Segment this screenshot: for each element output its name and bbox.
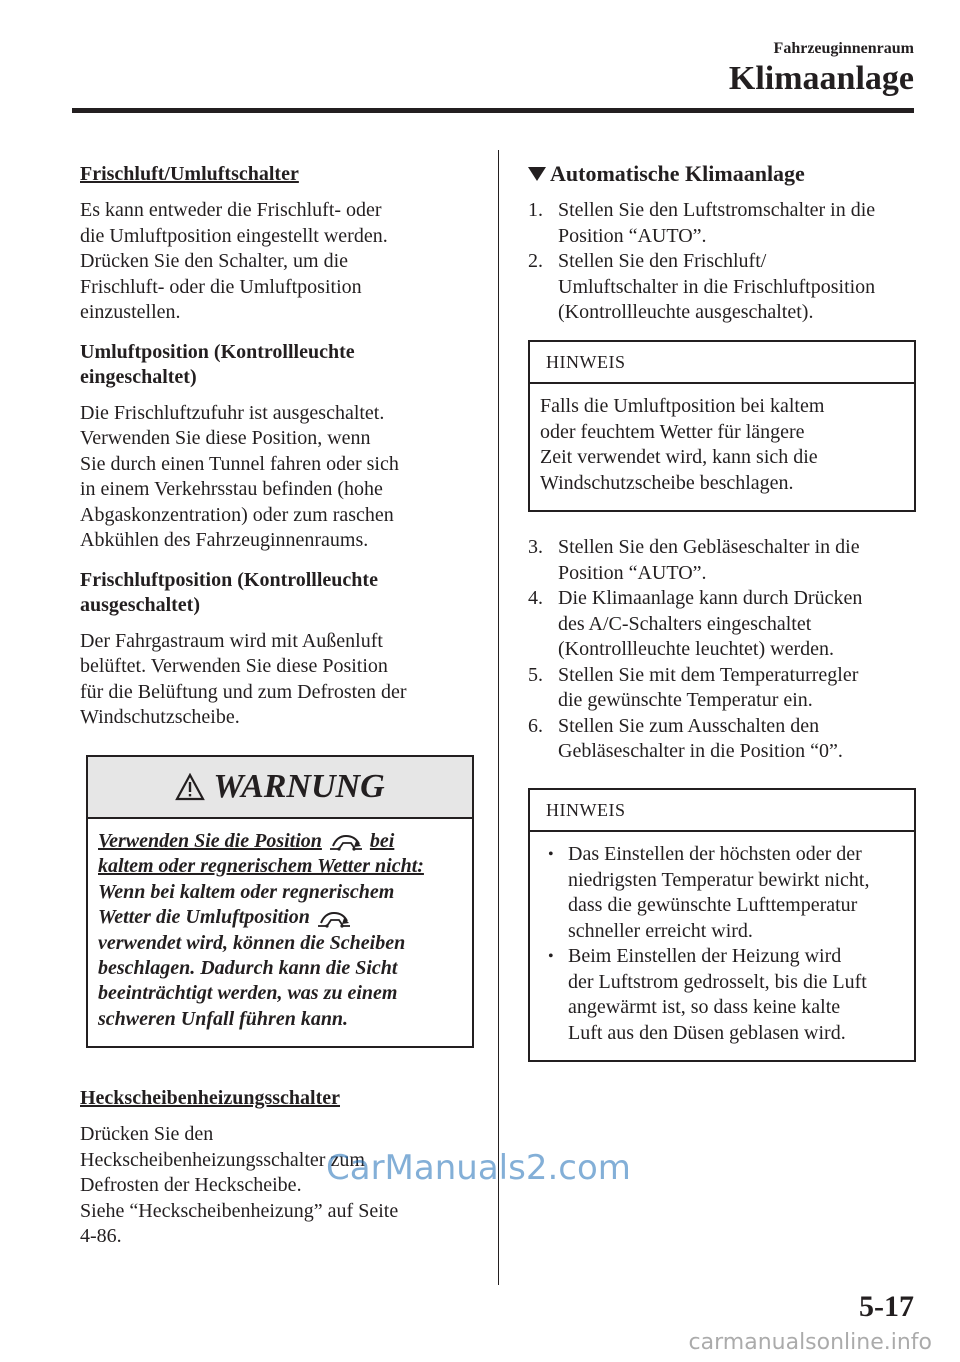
note-text: Falls die Umluftposition bei kaltem oder feuchtem Wetter für längere Zeit verwendet wird, kann sich die Windschutzscheibe beschlagen. [540,395,825,494]
list-item: 2. Stellen Sie den Frischluft/ Umluftschalter in die Frischluftposition (Kontrollleuchte ausgeschaltet). [528,250,876,323]
heading-frischluft-umluftschalter: Frischluft/Umluftschalter [80,163,299,185]
heading-heckscheibenheizungsschalter: Heckscheibenheizungsschalter [80,1087,340,1109]
list-item: • Beim Einstellen der Heizung wird der Luftstrom gedrosselt, bis die Luft angewärmt ist, so dass keine kalte Luft aus den Düsen geblasen wird. [540,944,904,1046]
section-title-automatic: Automatische Klimaanlage [528,160,920,188]
list-item: 4. Die Klimaanlage kann durch Drücken des A/C-Schalters eingeschaltet (Kontrollleuchte leuchtet) werden. [528,587,863,660]
paragraph-intro: Es kann entweder die Frischluft- oder die Umluftposition eingestellt werden. Drücken Sie den Schalter, um die Frischluft- oder die Umluftposition einzustellen. [80,199,388,323]
list-item: • Das Einstellen der höchsten oder der niedrigsten Temperatur bewirkt nicht, dass die gewünschte Lufttemperatur schneller erreicht wird. [540,842,904,944]
list-item: 6. Stellen Sie zum Ausschalten den Gebläseschalter in die Position “0”. [528,714,843,762]
steps-list-a [528,198,920,326]
list-item: 1. Stellen Sie den Luftstromschalter in die Position “AUTO”. [528,199,876,247]
recirculation-icon [315,909,353,929]
warning-text: Verwenden Sie die Position bei kaltem oder regnerischem Wetter nicht: Wenn bei kaltem oder regnerischem Wetter die Umluftposition verwendet wird, können die Scheiben beschlagen. Dadurch kann die Sicht beeinträchtigt werden, was zu einem schweren Unfall führen kann. [98,830,424,1030]
left-column [80,160,480,731]
column-divider [498,150,499,1285]
footer-watermark: carmanualsonline.info [688,1330,932,1355]
page-header-title: Klimaanlage [728,60,914,97]
warning-header [88,757,472,819]
list-item: 5. Stellen Sie mit dem Temperaturregler die gewünschte Temperatur ein. [528,663,859,711]
heading-umluftposition: Umluftposition (Kontrollleuchte eingeschaltet) [80,340,355,388]
note-text [530,832,914,1056]
note-label: HINWEIS [530,342,914,384]
warning-title: WARNUNG [213,768,385,805]
paragraph-heckscheibe: Drücken Sie den Heckscheibenheizungsschalter zum Defrosten der Heckscheibe. Siehe “Heckscheibenheizung” auf Seite 4-86. [80,1123,399,1247]
paragraph-frischluft: Der Fahrgastraum wird mit Außenluft belüftet. Verwenden Sie diese Position für die Belüftung und zum Defrosten der Windschutzscheibe. [80,629,407,728]
paragraph-umluft: Die Frischluftzufuhr ist ausgeschaltet. Verwenden Sie diese Position, wenn Sie durch einen Tunnel fahren oder sich in einem Verkehrsstau befinden (hohe Abgaskonzentration) oder zum raschen Abkühlen des Fahrzeuginnenraums. [80,401,399,551]
heading-frischluftposition: Frischluftposition (Kontrollleuchte ausgeschaltet) [80,568,378,616]
note-box-2 [528,788,916,1062]
right-steps-b [528,535,920,765]
warning-triangle-icon [175,773,205,801]
section-triangle-icon [528,167,546,181]
note-bullet-list [540,842,904,1046]
header-rule [72,108,914,113]
watermark: CarManuals2.com [326,1148,631,1188]
recirculation-icon [327,832,365,852]
page-number: 5-17 [859,1290,914,1323]
right-column [528,160,920,326]
warning-box [86,755,474,1048]
list-item: 3. Stellen Sie den Gebläseschalter in die Position “AUTO”. [528,536,860,584]
note-label: HINWEIS [530,790,914,832]
note-box-1 [528,340,916,512]
page-header-section: Fahrzeuginnenraum [773,40,914,57]
steps-list-b [528,535,920,765]
